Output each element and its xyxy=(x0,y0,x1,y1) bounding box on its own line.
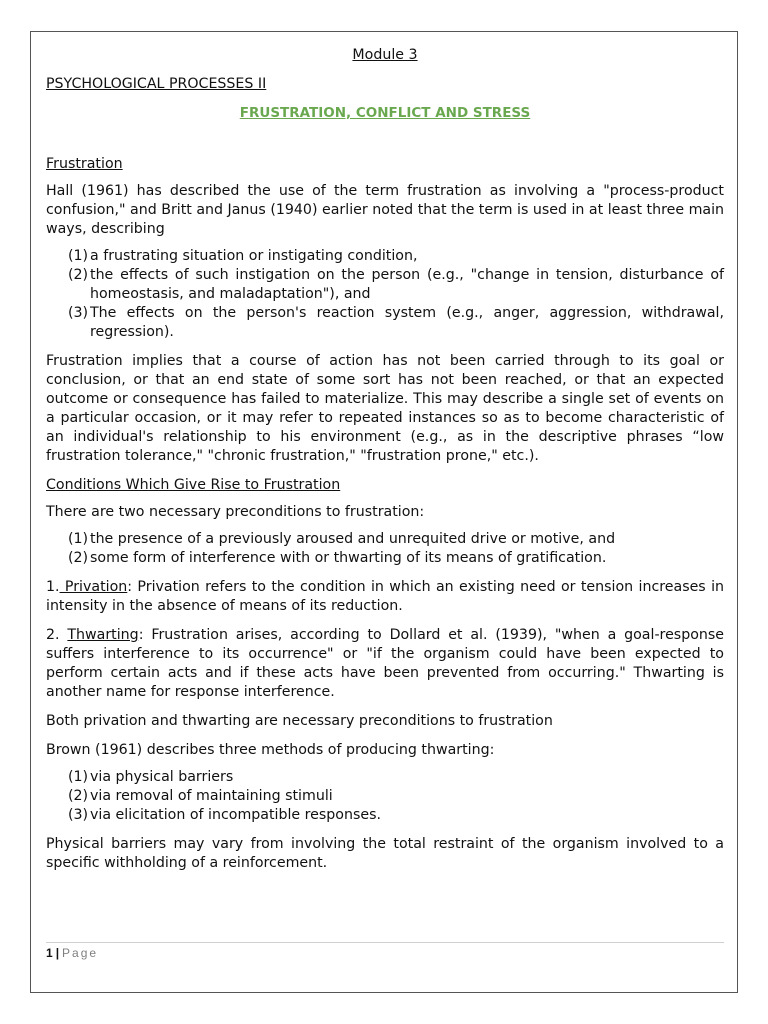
footer-separator: | xyxy=(55,946,60,960)
paragraph-both: Both privation and thwarting are necessary preconditions to frustration xyxy=(46,713,553,729)
paragraph-brown: Brown (1961) describes three methods of producing thwarting: xyxy=(46,742,495,758)
list-text: The effects on the person's reaction system (e.g., anger, aggression, withdrawal, regression). xyxy=(90,305,724,340)
list-number: (2) xyxy=(68,267,89,283)
methods-list xyxy=(68,768,724,825)
list-item xyxy=(68,806,724,825)
list-item xyxy=(68,530,724,549)
list-text: the effects of such instigation on the person (e.g., "change in tension, disturbance of homeostasis, and maladaptation"), and xyxy=(90,267,724,302)
list-number: (1) xyxy=(68,769,89,785)
list-number: (3) xyxy=(68,807,89,823)
privation-text: : Privation refers to the condition in which an existing need or tension increases in intensity in the absence of means of its reduction. xyxy=(46,579,725,614)
list-item xyxy=(68,549,724,568)
list-text: some form of interference with or thwarting of its means of gratification. xyxy=(90,550,607,566)
list-text: via removal of maintaining stimuli xyxy=(90,788,333,804)
list-item xyxy=(68,247,724,266)
list-text: via elicitation of incompatible responses. xyxy=(90,807,381,823)
thwarting-term: Thwarting xyxy=(67,627,139,643)
privation-number: 1. xyxy=(46,579,60,595)
paragraph-thwarting xyxy=(46,626,724,702)
list-text: a frustrating situation or instigating condition, xyxy=(90,248,418,264)
section-heading-conditions: Conditions Which Give Rise to Frustration xyxy=(46,477,341,493)
list-number: (2) xyxy=(68,788,89,804)
privation-term: Privation xyxy=(59,579,128,595)
topic-title: FRUSTRATION, CONFLICT AND STRESS xyxy=(239,105,531,121)
thwarting-number: 2. xyxy=(46,627,68,643)
page-footer xyxy=(46,942,724,961)
process-title: PSYCHOLOGICAL PROCESSES II xyxy=(46,76,267,92)
list-number: (3) xyxy=(68,305,89,321)
paragraph-barriers: Physical barriers may vary from involving the total restraint of the organism involved to a specific withholding of a reinforcement. xyxy=(46,836,724,871)
paragraph-implies: Frustration implies that a course of action has not been carried through to its goal or conclusion, or that an end state of some sort has not been reached, or that an expected outcome or consequence has failed to materialize. This may describe a single set of events on a particular occasion, or it may refer to repeated instances so as to become characteristic of an individual's relationship to his environment (e.g., as in the descriptive phrases “low frustration tolerance," "chronic frustration," "frustration prone," etc.). xyxy=(46,353,724,464)
list-text: the presence of a previously aroused and unrequited drive or motive, and xyxy=(90,531,616,547)
preconditions-list xyxy=(68,530,724,568)
document-body xyxy=(46,46,724,883)
list-item xyxy=(68,304,724,342)
ways-list xyxy=(68,247,724,342)
paragraph-two-preconditions: There are two necessary preconditions to frustration: xyxy=(46,504,425,520)
page-number: 1 xyxy=(46,946,53,960)
list-number: (1) xyxy=(68,248,89,264)
thwarting-text: : Frustration arises, according to Dollard et al. (1939), "when a goal-response suffers interference to its occurrence" or "if the organism could have been expected to perform certain acts and if these acts have been prevented from occurring." Thwarting is another name for response interference. xyxy=(46,627,724,700)
paragraph-hall: Hall (1961) has described the use of the term frustration as involving a "process-product confusion," and Britt and Janus (1940) earlier noted that the term is used in at least three main ways, describing xyxy=(46,183,725,237)
paragraph-privation xyxy=(46,578,724,616)
list-text: via physical barriers xyxy=(90,769,234,785)
list-number: (1) xyxy=(68,531,89,547)
list-number: (2) xyxy=(68,550,89,566)
list-item xyxy=(68,787,724,806)
list-item xyxy=(68,266,724,304)
page-label: Page xyxy=(62,946,99,960)
section-heading-frustration: Frustration xyxy=(46,156,123,172)
module-title: Module 3 xyxy=(352,47,418,63)
list-item xyxy=(68,768,724,787)
